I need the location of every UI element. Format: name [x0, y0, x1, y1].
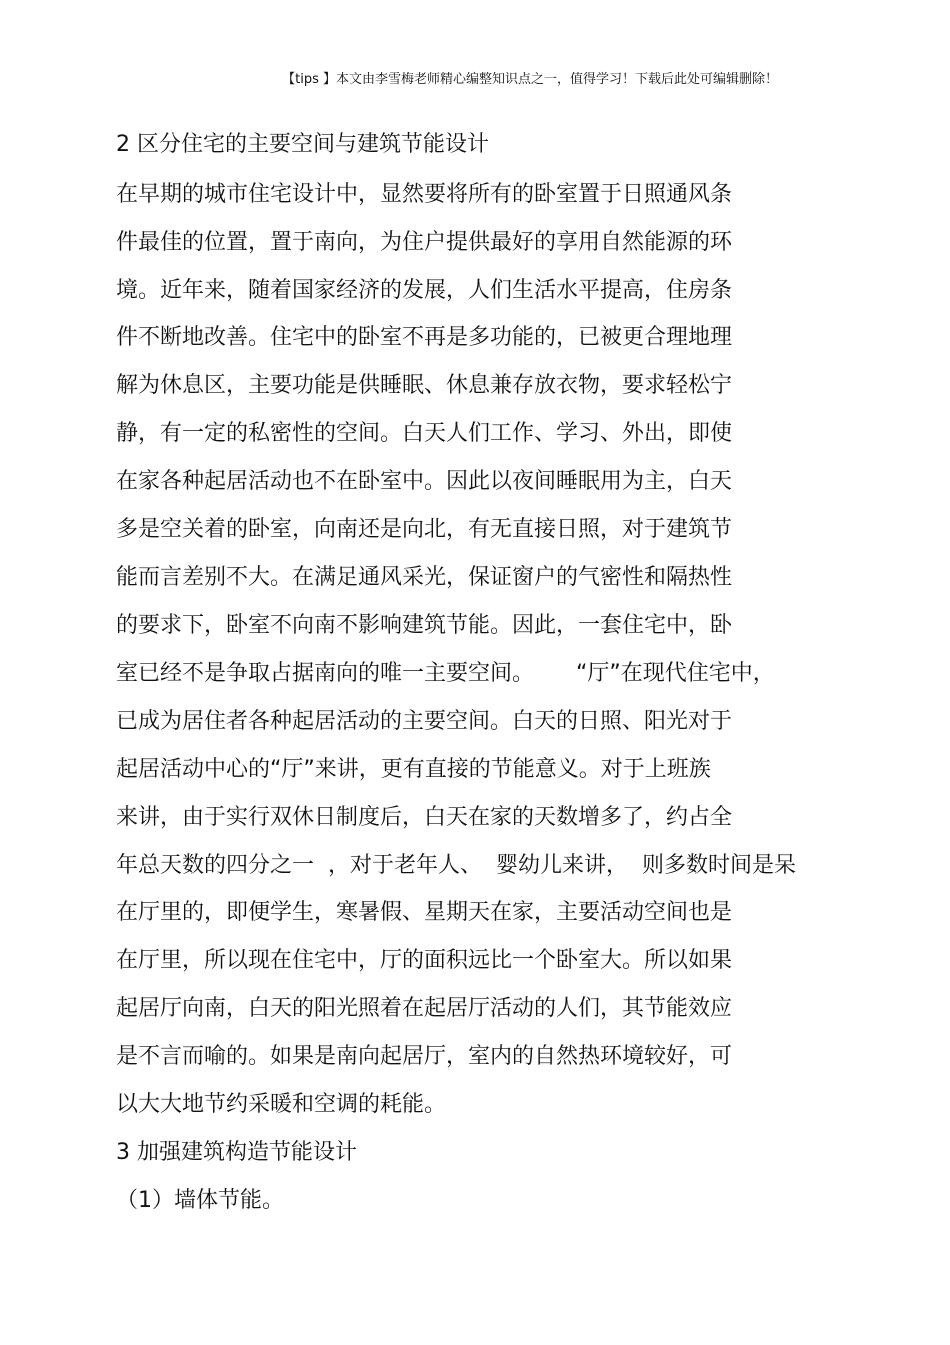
paragraph-line: 能而言差别不大。在满足通风采光，保证窗户的气密性和隔热性 [116, 565, 733, 590]
paragraph-line: 起居活动中心的“厅”来讲，更有直接的节能意义。对于上班族 [116, 757, 711, 782]
paragraph-line: 来讲，由于实行双休日制度后，白天在家的天数增多了，约占全 [116, 805, 733, 830]
paragraph-line: 境。近年来，随着国家经济的发展，人们生活水平提高，住房条 [116, 278, 733, 303]
paragraph-line: 解为休息区，主要功能是供睡眠、休息兼存放衣物，要求轻松宁 [116, 373, 733, 398]
subsection-heading: （1）墙体节能。 [116, 1188, 284, 1213]
paragraph-line: 起居厅向南，白天的阳光照着在起居厅活动的人们，其节能效应 [116, 996, 733, 1021]
section-heading-2: 2 区分住宅的主要空间与建筑节能设计 [116, 132, 489, 157]
paragraph-line: 的要求下，卧室不向南不影响建筑节能。因此，一套住宅中，卧 [116, 613, 733, 638]
paragraph-line: 件不断地改善。住宅中的卧室不再是多功能的，已被更合理地理 [116, 325, 733, 350]
paragraph-line: 在家各种起居活动也不在卧室中。因此以夜间睡眠用为主，白天 [116, 469, 733, 494]
paragraph-line: 在厅里的，即便学生，寒暑假、星期天在家，主要活动空间也是 [116, 900, 733, 925]
paragraph-line: 是不言而喻的。如果是南向起居厅，室内的自然热环境较好，可 [116, 1044, 733, 1069]
paragraph-line: 以大大地节约采暖和空调的耗能。 [116, 1092, 447, 1117]
paragraph-line: 多是空关着的卧室，向南还是向北，有无直接日照，对于建筑节 [116, 517, 733, 542]
paragraph-line: 室已经不是争取占据南向的唯一主要空间。 “厅”在现代住宅中， [116, 661, 775, 686]
tips-header: 【tips 】本文由李雪梅老师精心编整知识点之一，值得学习！下载后此处可编辑删除！ [282, 72, 778, 87]
paragraph-line: 已成为居住者各种起居活动的主要空间。白天的日照、阳光对于 [116, 709, 733, 734]
paragraph-line: 年总天数的四分之一 ，对于老年人、 婴幼儿来讲， 则多数时间是呆 [116, 853, 796, 878]
paragraph-line: 在厅里，所以现在住宅中，厅的面积远比一个卧室大。所以如果 [116, 948, 733, 973]
paragraph-line: 静，有一定的私密性的空间。白天人们工作、学习、外出，即使 [116, 421, 733, 446]
paragraph-line: 在早期的城市住宅设计中，显然要将所有的卧室置于日照通风条 [116, 182, 733, 207]
section-heading-3: 3 加强建筑构造节能设计 [116, 1140, 357, 1165]
paragraph-line: 件最佳的位置，置于南向，为住户提供最好的享用自然能源的环 [116, 230, 733, 255]
